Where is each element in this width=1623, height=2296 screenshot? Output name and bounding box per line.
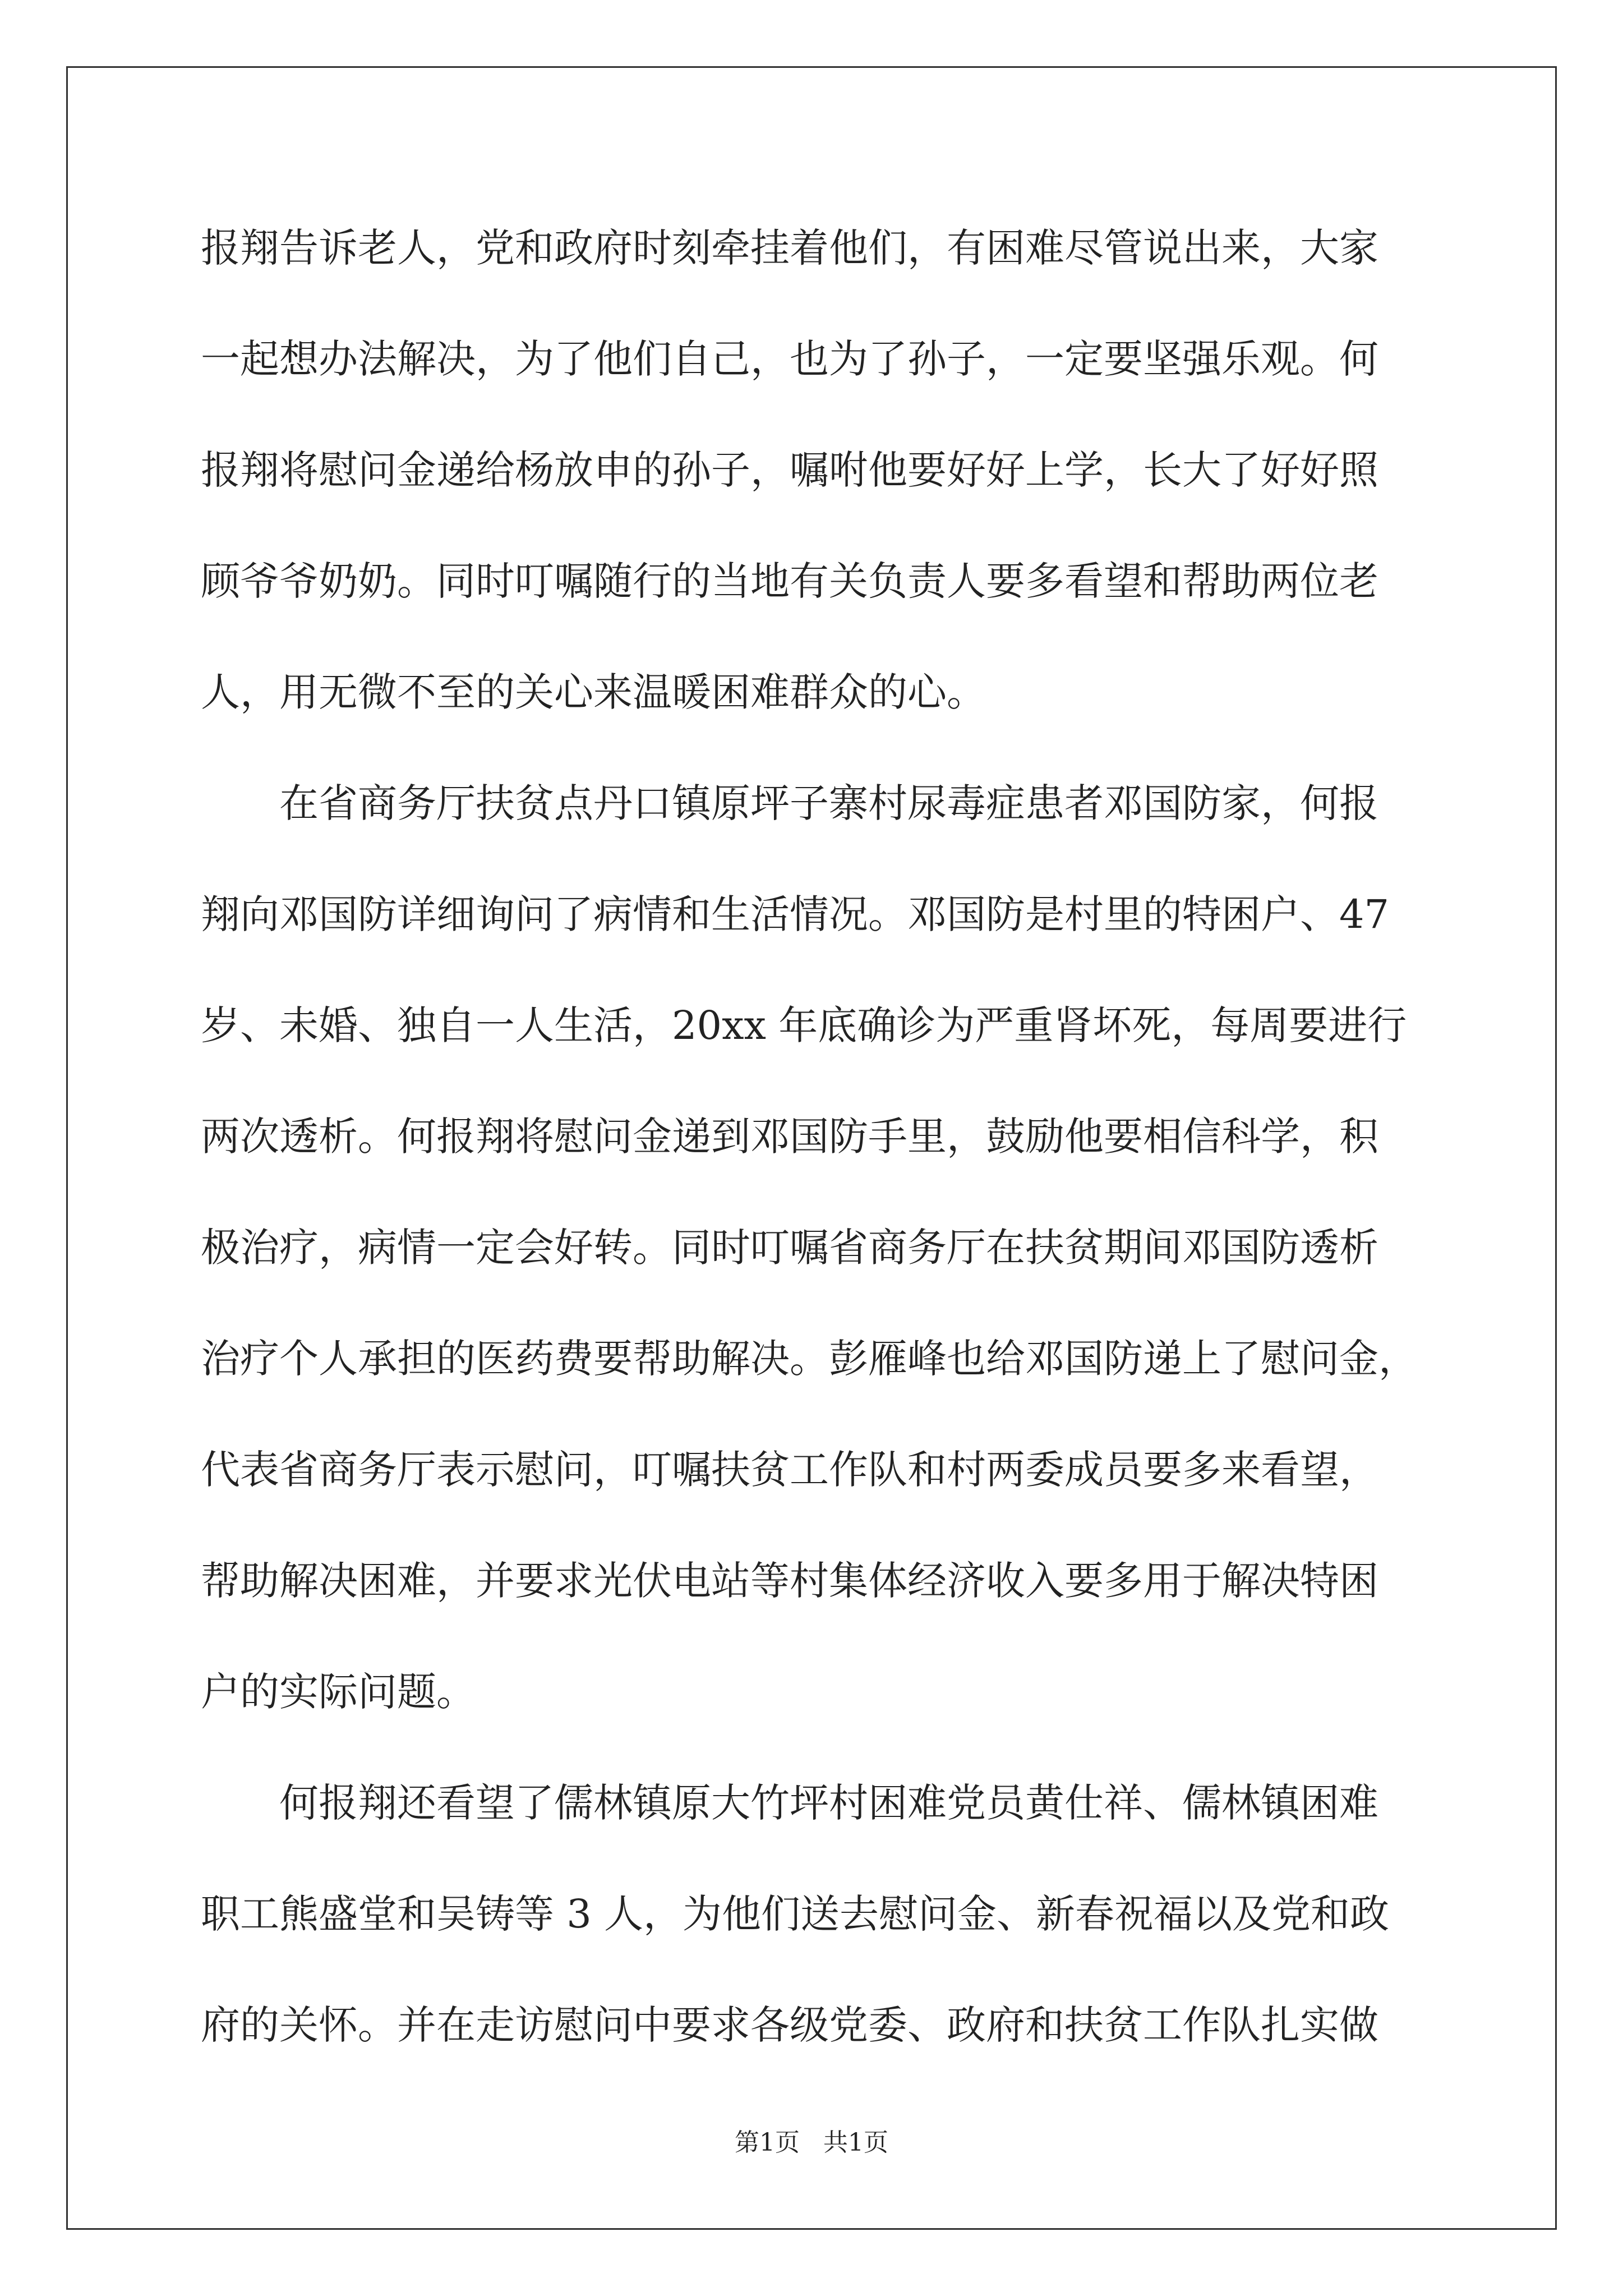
text-line: 翔向邓国防详细询问了病情和生活情况。邓国防是村里的特困户、47 (201, 891, 1390, 937)
text-line: 极治疗，病情一定会好转。同时叮嘱省商务厅在扶贫期间邓国防透析 (201, 1225, 1378, 1271)
text-line: 顾爷爷奶奶。同时叮嘱随行的当地有关负责人要多看望和帮助两位老 (201, 558, 1378, 604)
page-footer (0, 2126, 1623, 2160)
page-total: 共1页 (823, 2128, 888, 2157)
text-line: 报翔告诉老人，党和政府时刻牵挂着他们，有困难尽管说出来，大家 (201, 225, 1378, 271)
text-line: 报翔将慰问金递给杨放申的孙子，嘱咐他要好好上学，长大了好好照 (201, 447, 1378, 493)
text-line: 两次透析。何报翔将慰问金递到邓国防手里，鼓励他要相信科学，积 (201, 1114, 1378, 1159)
text-line: 何报翔还看望了儒林镇原大竹坪村困难党员黄仕祥、儒林镇困难 (201, 1780, 1378, 1826)
text-line: 人，用无微不至的关心来温暖困难群众的心。 (201, 669, 986, 715)
page-number: 第1页 (735, 2128, 800, 2157)
text-line: 一起想办法解决，为了他们自己，也为了孙子，一定要坚强乐观。何 (201, 336, 1378, 382)
text-line: 在省商务厅扶贫点丹口镇原坪子寨村尿毒症患者邓国防家，何报 (201, 780, 1378, 826)
text-line: 岁、未婚、独自一人生活，20xx 年底确诊为严重肾坏死，每周要进行 (201, 1002, 1407, 1048)
text-line: 治疗个人承担的医药费要帮助解决。彭雁峰也给邓国防递上了慰问金， (201, 1336, 1418, 1382)
text-line: 帮助解决困难，并要求光伏电站等村集体经济收入要多用于解决特困 (201, 1558, 1378, 1604)
text-line: 职工熊盛堂和吴铸等 3 人，为他们送去慰问金、新春祝福以及党和政 (201, 1891, 1390, 1937)
text-line: 户的实际问题。 (201, 1669, 476, 1715)
text-line: 代表省商务厅表示慰问，叮嘱扶贫工作队和村两委成员要多来看望， (201, 1447, 1378, 1493)
text-line: 府的关怀。并在走访慰问中要求各级党委、政府和扶贫工作队扎实做 (201, 2002, 1378, 2048)
